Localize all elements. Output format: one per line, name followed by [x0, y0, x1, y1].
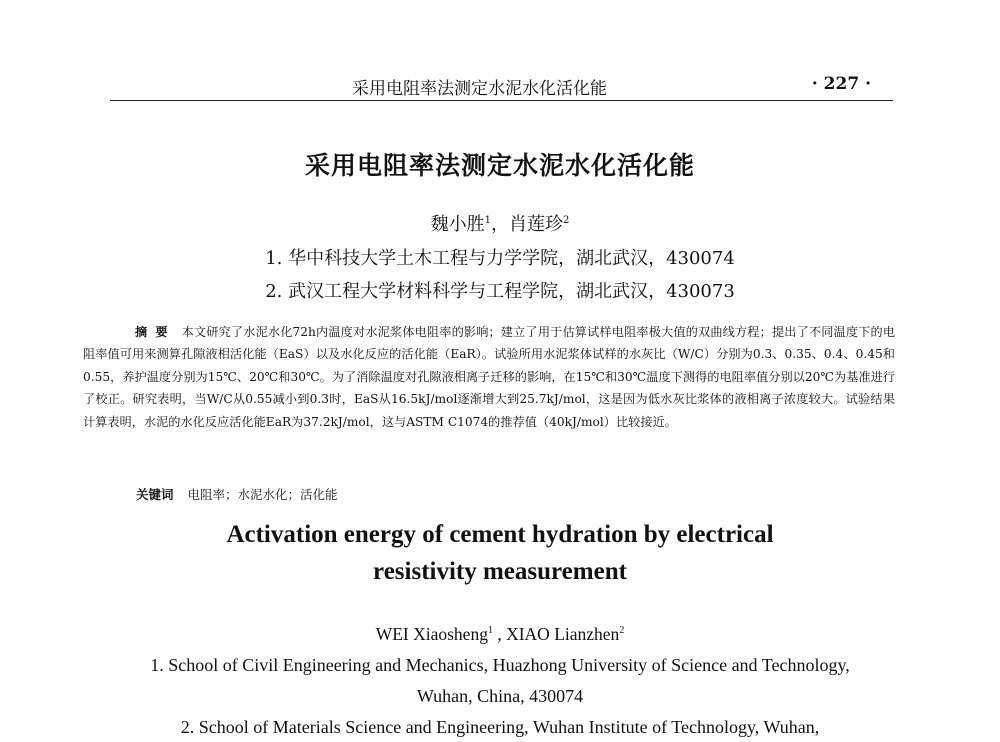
- authors-cn: [0, 210, 1000, 236]
- author-2-cn-affil-mark: 2: [563, 215, 570, 226]
- paper-title-en: [0, 516, 1000, 590]
- affiliation-1-en-continued: Wuhan, China, 430074: [416, 686, 584, 706]
- author-1-cn: 魏小胜: [430, 214, 485, 235]
- affiliation-1-en: 1. School of Civil Engineering and Mechanics, Huazhong University of Science and Technology,: [150, 655, 850, 675]
- author-2-en-affil-mark: 2: [619, 625, 625, 637]
- author-separator-en: ,: [492, 624, 507, 644]
- abstract-cn: [83, 321, 895, 433]
- affiliation-1-cn: 1. 华中科技大学土木工程与力学学院，湖北武汉，430074: [265, 248, 735, 269]
- keywords-text-cn: 电阻率；水泥水化；活化能: [187, 487, 338, 502]
- author-2-en: XIAO Lianzhen: [506, 624, 620, 644]
- running-header: [110, 70, 893, 100]
- header-rule: [110, 100, 893, 101]
- paper-title-en-line-1: Activation energy of cement hydration by electrical: [226, 521, 774, 548]
- paper-title-cn: 采用电阻率法测定水泥水化活化能: [304, 151, 695, 180]
- running-header-title: 采用电阻率法测定水泥水化活化能: [352, 79, 607, 99]
- author-separator-cn: ，: [491, 214, 509, 235]
- page-number: · 227 ·: [811, 74, 871, 94]
- affiliation-2-en: 2. School of Materials Science and Engineering, Wuhan Institute of Technology, Wuhan,: [180, 717, 820, 737]
- authors-en: [0, 624, 1000, 645]
- abstract-label-cn: 摘要: [135, 325, 176, 339]
- affiliation-2-cn: 2. 武汉工程大学材料科学与工程学院，湖北武汉，430073: [265, 281, 735, 302]
- keywords-cn: [136, 485, 338, 503]
- author-2-cn: 肖莲珍: [509, 214, 563, 235]
- paper-title-en-line-2: resistivity measurement: [373, 558, 627, 585]
- keywords-label-cn: 关键词: [136, 487, 174, 502]
- author-1-en: WEI Xiaosheng: [375, 624, 488, 644]
- abstract-text-cn: 本文研究了水泥水化72h内温度对水泥浆体电阻率的影响；建立了用于估算试样电阻率极大值的双曲线方程；提出了不同温度下的电阻率值可用来测算孔隙液相活化能（EaS）以及水化反应的活化能（EaR）。试验所用水泥浆体试样的水灰比（W/C）分别为0.3、0.35、0.4、0.45和0.55，养护温度分别为15℃、20℃和30℃。为了消除温度对孔隙液相离子迁移的影响，在15℃和30℃温度下测得的电阻率值分别以20℃为基准进行了校正。研究表明，当W/C从0.55减小到0.3时，EaS从16.5kJ/mol逐渐增大到25.7kJ/mol，这是因为低水灰比浆体的液相离子浓度较大。试验结果计算表明，水泥的水化反应活化能EaR为37.2kJ/mol，这与ASTM C1074的推荐值（40kJ/mol）比较接近。: [83, 325, 896, 429]
- author-1-cn-affil-mark: 1: [484, 215, 491, 226]
- author-1-en-affil-mark: 1: [487, 625, 493, 637]
